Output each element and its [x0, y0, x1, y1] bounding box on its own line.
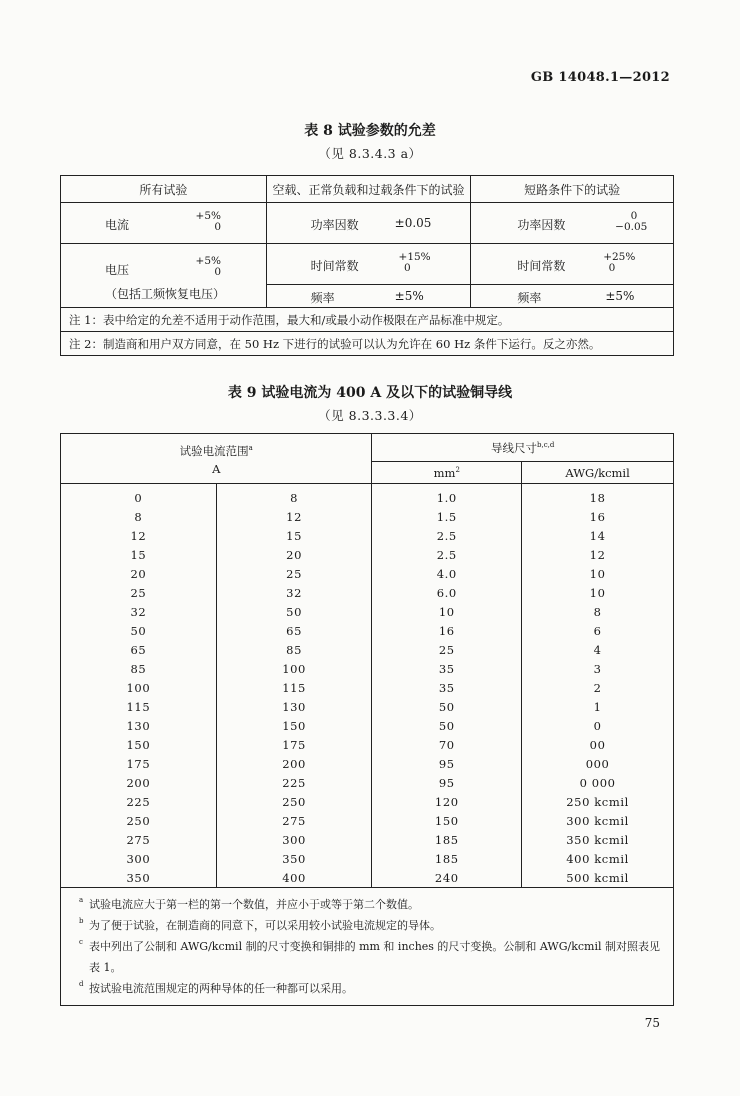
range-from-cell: 20 — [61, 564, 217, 583]
range-to-cell: 200 — [216, 754, 372, 773]
table-row — [61, 564, 674, 583]
range-from-cell: 100 — [61, 678, 217, 697]
size-awg-cell: 18 — [522, 484, 674, 508]
range-from-cell: 130 — [61, 716, 217, 735]
size-awg-cell: 14 — [522, 526, 674, 545]
size-mm2-cell: 10 — [372, 602, 522, 621]
size-mm2-cell: 35 — [372, 659, 522, 678]
size-mm2-cell: 35 — [372, 678, 522, 697]
pf-normal-cell — [266, 203, 471, 244]
footnote-d: d 按试验电流范围规定的两种导体的任一种都可以采用。 — [79, 980, 353, 995]
table8 — [60, 175, 674, 356]
size-mm2-cell: 25 — [372, 640, 522, 659]
table-row — [61, 868, 674, 888]
size-awg-cell: 0 000 — [522, 773, 674, 792]
table-row — [61, 583, 674, 602]
pf-normal-tolerance: ±0.05 — [394, 216, 432, 230]
pf-short-tolerance: 0 −0.05 — [615, 210, 648, 233]
current-label: 电流 — [105, 218, 130, 232]
voltage-cell — [61, 244, 267, 308]
table-row — [61, 640, 674, 659]
range-to-cell: 32 — [216, 583, 372, 602]
table9-ref: （见 8.3.3.3.4） — [318, 408, 422, 423]
table-row — [61, 811, 674, 830]
tc-short-cell — [471, 244, 674, 285]
table8-caption — [0, 120, 740, 162]
size-mm2-cell: 4.0 — [372, 564, 522, 583]
range-from-cell: 0 — [61, 484, 217, 508]
size-mm2-cell: 120 — [372, 792, 522, 811]
size-awg-cell: 16 — [522, 507, 674, 526]
size-mm2-cell: 2.5 — [372, 545, 522, 564]
range-to-cell: 8 — [216, 484, 372, 508]
freq-short-label: 频率 — [517, 291, 542, 305]
table8-title: 表 8 试验参数的允差 — [304, 123, 436, 139]
table-row — [61, 830, 674, 849]
table-row — [61, 484, 674, 508]
tc-normal-label: 时间常数 — [310, 259, 359, 273]
mm-header: $mm^2$ — [372, 462, 522, 484]
range-to-cell: 225 — [216, 773, 372, 792]
size-awg-cell: 12 — [522, 545, 674, 564]
size-header: 导线尺寸$^{b,c,d}$ — [372, 434, 674, 462]
table-row — [61, 678, 674, 697]
freq-normal-tolerance: ±5% — [394, 289, 424, 303]
range-to-cell: 12 — [216, 507, 372, 526]
range-header: 试验电流范围$^a$ A — [61, 434, 372, 484]
range-to-cell: 115 — [216, 678, 372, 697]
table-row — [61, 659, 674, 678]
table8-header-normal: 空载、正常负载和过载条件下的试验 — [266, 176, 471, 203]
size-awg-cell: 00 — [522, 735, 674, 754]
freq-short-tolerance: ±5% — [605, 289, 635, 303]
range-from-cell: 275 — [61, 830, 217, 849]
size-awg-cell: 3 — [522, 659, 674, 678]
pf-short-label: 功率因数 — [517, 218, 566, 232]
freq-normal-label: 频率 — [310, 291, 335, 305]
range-from-cell: 8 — [61, 507, 217, 526]
range-from-cell: 115 — [61, 697, 217, 716]
range-to-cell: 100 — [216, 659, 372, 678]
table9-footnotes — [61, 888, 674, 1006]
size-mm2-cell: 70 — [372, 735, 522, 754]
size-mm2-cell: 95 — [372, 773, 522, 792]
voltage-sublabel: （包括工频恢复电压） — [105, 286, 226, 301]
size-awg-cell: 250 kcmil — [522, 792, 674, 811]
range-to-cell: 275 — [216, 811, 372, 830]
table8-note-2: 注 2：制造商和用户双方同意，在 50 Hz 下进行的试验可以认为允许在 60 Hz 条件下运行。反之亦然。 — [61, 332, 674, 356]
table9-title: 表 9 试验电流为 400 A 及以下的试验铜导线 — [227, 385, 513, 401]
size-mm2-cell: 6.0 — [372, 583, 522, 602]
range-from-cell: 85 — [61, 659, 217, 678]
range-to-cell: 50 — [216, 602, 372, 621]
current-cell — [61, 203, 267, 244]
current-tolerance: +5% 0 — [195, 210, 221, 233]
table9-body — [61, 484, 674, 888]
table-row — [61, 716, 674, 735]
freq-normal-cell — [266, 285, 471, 308]
footnote-c: c 表中列出了公制和 AWG/kcmil 制的尺寸变换和铜排的 mm 和 inches 的尺寸变换。公制和 AWG/kcmil 制对照表见表 1。 — [79, 938, 661, 974]
range-to-cell: 15 — [216, 526, 372, 545]
range-to-cell: 300 — [216, 830, 372, 849]
range-from-cell: 300 — [61, 849, 217, 868]
size-awg-cell: 300 kcmil — [522, 811, 674, 830]
range-from-cell: 65 — [61, 640, 217, 659]
table-row — [61, 545, 674, 564]
range-from-cell: 200 — [61, 773, 217, 792]
range-from-cell: 50 — [61, 621, 217, 640]
range-to-cell: 400 — [216, 868, 372, 888]
table9-caption — [0, 382, 740, 424]
size-awg-cell: 10 — [522, 564, 674, 583]
range-unit: A — [212, 461, 221, 476]
tc-short-tolerance: +25% 0 — [603, 251, 636, 274]
range-from-cell: 350 — [61, 868, 217, 888]
pf-normal-label: 功率因数 — [310, 218, 359, 232]
range-to-cell: 20 — [216, 545, 372, 564]
page-number: 75 — [644, 1016, 660, 1030]
size-awg-cell: 500 kcmil — [522, 868, 674, 888]
size-mm2-cell: 150 — [372, 811, 522, 830]
size-awg-cell: 2 — [522, 678, 674, 697]
table9 — [60, 433, 674, 1006]
size-mm2-cell: 50 — [372, 697, 522, 716]
size-mm2-cell: 1.5 — [372, 507, 522, 526]
range-from-cell: 150 — [61, 735, 217, 754]
table-row — [61, 621, 674, 640]
range-from-cell: 12 — [61, 526, 217, 545]
table-row — [61, 735, 674, 754]
range-to-cell: 25 — [216, 564, 372, 583]
size-awg-cell: 000 — [522, 754, 674, 773]
size-mm2-cell: 185 — [372, 849, 522, 868]
range-from-cell: 250 — [61, 811, 217, 830]
footnote-b: b 为了便于试验，在制造商的同意下，可以采用较小试验电流规定的导体。 — [79, 917, 441, 932]
table8-header-short: 短路条件下的试验 — [471, 176, 674, 203]
standard-code: GB 14048.1—2012 — [530, 70, 670, 85]
table-row — [61, 754, 674, 773]
size-mm2-cell: 185 — [372, 830, 522, 849]
pf-short-cell — [471, 203, 674, 244]
table-row — [61, 526, 674, 545]
table-row — [61, 773, 674, 792]
size-awg-cell: 4 — [522, 640, 674, 659]
range-to-cell: 150 — [216, 716, 372, 735]
table-row — [61, 849, 674, 868]
tc-normal-tolerance: +15% 0 — [398, 251, 431, 274]
footnote-a: a 试验电流应大于第一栏的第一个数值，并应小于或等于第二个数值。 — [79, 896, 419, 911]
size-awg-cell: 1 — [522, 697, 674, 716]
range-to-cell: 130 — [216, 697, 372, 716]
range-to-cell: 85 — [216, 640, 372, 659]
table8-header-all: 所有试验 — [61, 176, 267, 203]
table-row — [61, 602, 674, 621]
size-awg-cell: 0 — [522, 716, 674, 735]
freq-short-cell — [471, 285, 674, 308]
tc-short-label: 时间常数 — [517, 259, 566, 273]
awg-header: AWG/kcmil — [522, 462, 674, 484]
range-to-cell: 250 — [216, 792, 372, 811]
range-from-cell: 25 — [61, 583, 217, 602]
size-mm2-cell: 240 — [372, 868, 522, 888]
size-mm2-cell: 95 — [372, 754, 522, 773]
size-awg-cell: 8 — [522, 602, 674, 621]
size-awg-cell: 350 kcmil — [522, 830, 674, 849]
range-to-cell: 175 — [216, 735, 372, 754]
size-mm2-cell: 1.0 — [372, 484, 522, 508]
range-to-cell: 350 — [216, 849, 372, 868]
voltage-label: 电压 — [105, 262, 130, 277]
size-awg-cell: 10 — [522, 583, 674, 602]
range-from-cell: 15 — [61, 545, 217, 564]
range-from-cell: 225 — [61, 792, 217, 811]
tc-normal-cell — [266, 244, 471, 285]
table-row — [61, 792, 674, 811]
size-mm2-cell: 16 — [372, 621, 522, 640]
size-awg-cell: 400 kcmil — [522, 849, 674, 868]
voltage-tolerance: +5% 0 — [195, 254, 221, 278]
table-row — [61, 507, 674, 526]
range-to-cell: 65 — [216, 621, 372, 640]
size-awg-cell: 6 — [522, 621, 674, 640]
table8-ref: （见 8.3.4.3 a） — [318, 146, 422, 161]
range-from-cell: 175 — [61, 754, 217, 773]
size-mm2-cell: 50 — [372, 716, 522, 735]
table8-note-1: 注 1：表中给定的允差不适用于动作范围，最大和/或最小动作极限在产品标准中规定。 — [61, 308, 674, 332]
range-from-cell: 32 — [61, 602, 217, 621]
table-row — [61, 697, 674, 716]
size-mm2-cell: 2.5 — [372, 526, 522, 545]
